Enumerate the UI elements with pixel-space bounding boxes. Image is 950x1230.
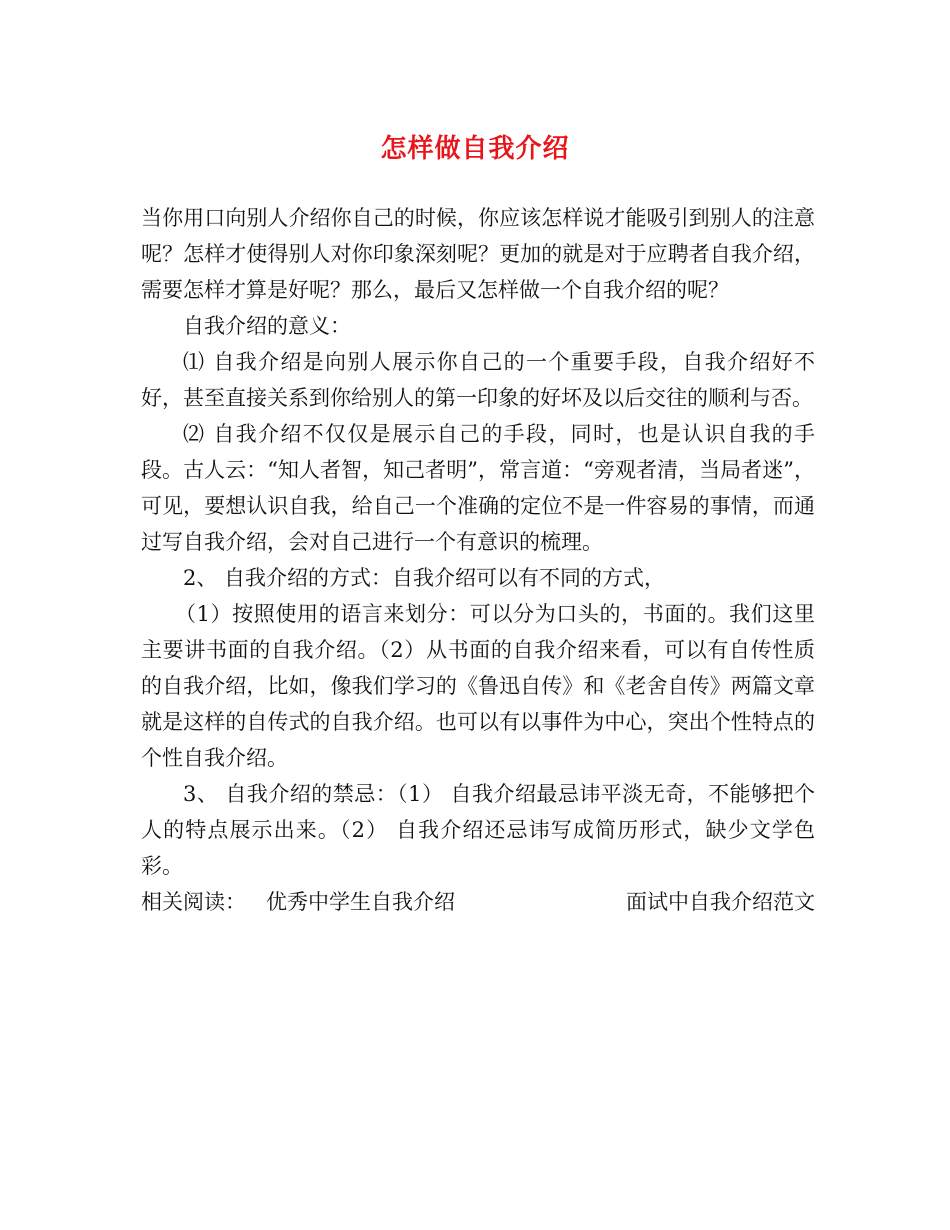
document-title: 怎样做自我介绍 <box>380 134 570 164</box>
intro-paragraph: 当你用口向别人介绍你自己的时候，你应该怎样说才能吸引到别人的注意呢？怎样才使得别人对你印象深刻呢？更加的就是对于应聘者自我介绍，需要怎样才算是好呢？那么，最后又怎样做一个自我介绍的呢？ <box>141 206 815 302</box>
section2-paragraph: （1）按照使用的语言来划分：可以分为口头的，书面的。我们这里主要讲书面的自我介绍。（2）从书面的自我介绍来看，可以有自传性质的自我介绍，比如，像我们学习的《鲁迅自传》和《老舍自传》两篇文章就是这样的自传式的自我介绍。也可以有以事件为中心，突出个性特点的个性自我介绍。 <box>141 602 815 770</box>
section1-heading: 自我介绍的意义： <box>183 314 351 338</box>
related-link-student-intro[interactable]: 优秀中学生自我介绍 <box>266 890 455 914</box>
section2-heading: 2、 自我介绍的方式：自我介绍可以有不同的方式， <box>183 566 666 590</box>
document-body <box>141 200 815 920</box>
section1-paragraph-1: ⑴ 自我介绍是向别人展示你自己的一个重要手段，自我介绍好不好，甚至直接关系到你给别人的第一印象的好坏及以后交往的顺利与否。 <box>141 350 815 410</box>
related-link-interview-intro[interactable]: 面试中自我介绍范文 <box>626 890 815 914</box>
section1-paragraph-2: ⑵ 自我介绍不仅仅是展示自己的手段，同时，也是认识自我的手段。古人云：“知人者智，知己者明”，常言道：“旁观者清，当局者迷”，可见，要想认识自我，给自己一个准确的定位不是一件容易的事情，而通过写自我介绍，会对自己进行一个有意识的梳理。 <box>141 422 815 554</box>
section3-paragraph: 3、 自我介绍的禁忌：（1） 自我介绍最忌讳平淡无奇，不能够把个人的特点展示出来。（2） 自我介绍还忌讳写成简历形式，缺少文学色彩。 <box>141 782 815 878</box>
related-reading <box>141 884 815 920</box>
related-reading-label: 相关阅读： <box>141 890 246 914</box>
